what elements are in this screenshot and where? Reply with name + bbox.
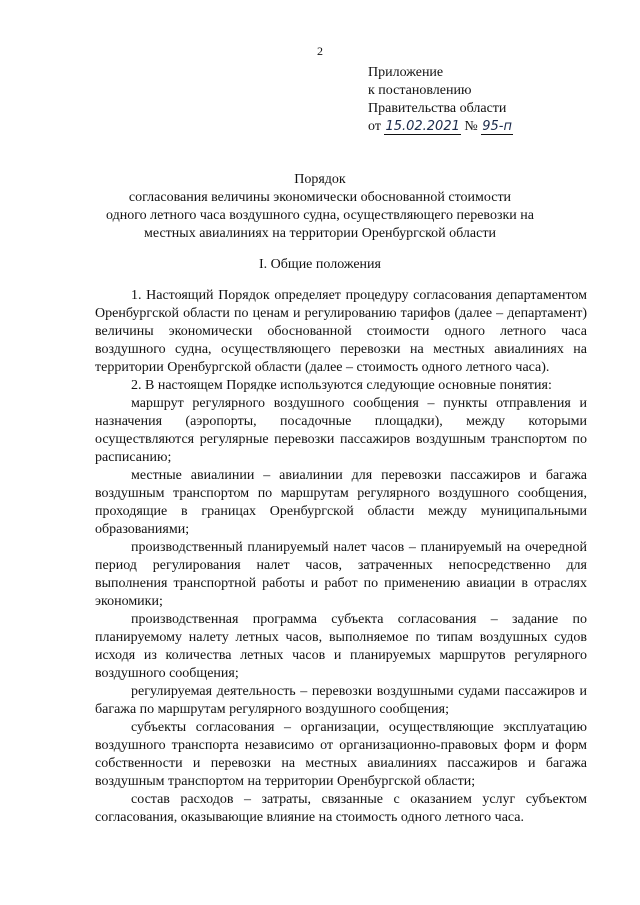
document-title — [0, 171, 640, 243]
paragraph-2: 2. В настоящем Порядке используются следующие основные понятия: — [131, 378, 552, 393]
appendix-date-number — [368, 118, 513, 136]
appendix-header — [368, 64, 513, 136]
definition-route: маршрут регулярного воздушного сообщения – пункты отправления и назначения (аэропорты, посадочные площадки), между которыми осуществляются регулярные перевозки пассажиров воздушным транспортом по расписанию; — [95, 396, 587, 465]
paragraph-1: 1. Настоящий Порядок определяет процедуру согласования департаментом Оренбургской области по ценам и регулированию тарифов (далее – департамент) величины экономически обоснованной стоимости одного летного часа воздушного судна, осуществляющего перевозки на местных авиалиниях на территории Оренбургской области (далее – стоимость одного летного часа). — [95, 288, 587, 375]
section-heading: I. Общие положения — [259, 257, 381, 272]
handwritten-number: 95-п — [482, 119, 512, 134]
definition-local-airlines: местные авиалинии – авиалинии для перевозки пассажиров и багажа воздушным транспортом по маршрутам регулярного воздушного сообщения, проходящие в границах Оренбургской области между муниципальными образованиями; — [95, 468, 587, 537]
appendix-label: Приложение — [368, 65, 444, 80]
appendix-to-resolution: к постановлению — [368, 83, 472, 98]
page-number: 2 — [317, 44, 323, 58]
number-prefix: № — [464, 119, 478, 134]
date-prefix: от — [368, 119, 381, 134]
definition-subjects: субъекты согласования – организации, осуществляющие эксплуатацию воздушного транспорта независимо от организационно-правовых форм и форм собственности и перевозки на местных авиалиниях пассажиров и багажа воздушным транспортом на территории Оренбургской области; — [95, 720, 587, 789]
definition-regulated-activity: регулируемая деятельность – перевозки воздушными судами пассажиров и багажа по маршрутам регулярного воздушного сообщения; — [95, 684, 587, 717]
appendix-government: Правительства области — [368, 101, 507, 116]
title-line-3: одного летного часа воздушного судна, осуществляющего перевозки на — [106, 208, 534, 223]
handwritten-date: 15.02.2021 — [385, 119, 460, 134]
definition-flight-hours: производственный планируемый налет часов – планируемый на очередной период регулирования налет часов, затраченных непосредственно для выполнения транспортной работы и работ по применению авиации в отраслях экономики; — [95, 540, 587, 609]
title-line-1: Порядок — [294, 172, 346, 187]
title-line-4: местных авиалиниях на территории Оренбургской области — [144, 226, 496, 241]
definition-production-program: производственная программа субъекта согласования – задание по планируемому налету летных часов, выполняемое по типам воздушных судов исходя из количества летных часов и планируемых маршрутов регулярного воздушного сообщения; — [95, 612, 587, 681]
document-body — [95, 287, 587, 827]
title-line-2: согласования величины экономически обоснованной стоимости — [128, 190, 512, 205]
definition-cost-composition: состав расходов – затраты, связанные с оказанием услуг субъектом согласования, оказывающие влияние на стоимость одного летного часа. — [95, 792, 587, 825]
